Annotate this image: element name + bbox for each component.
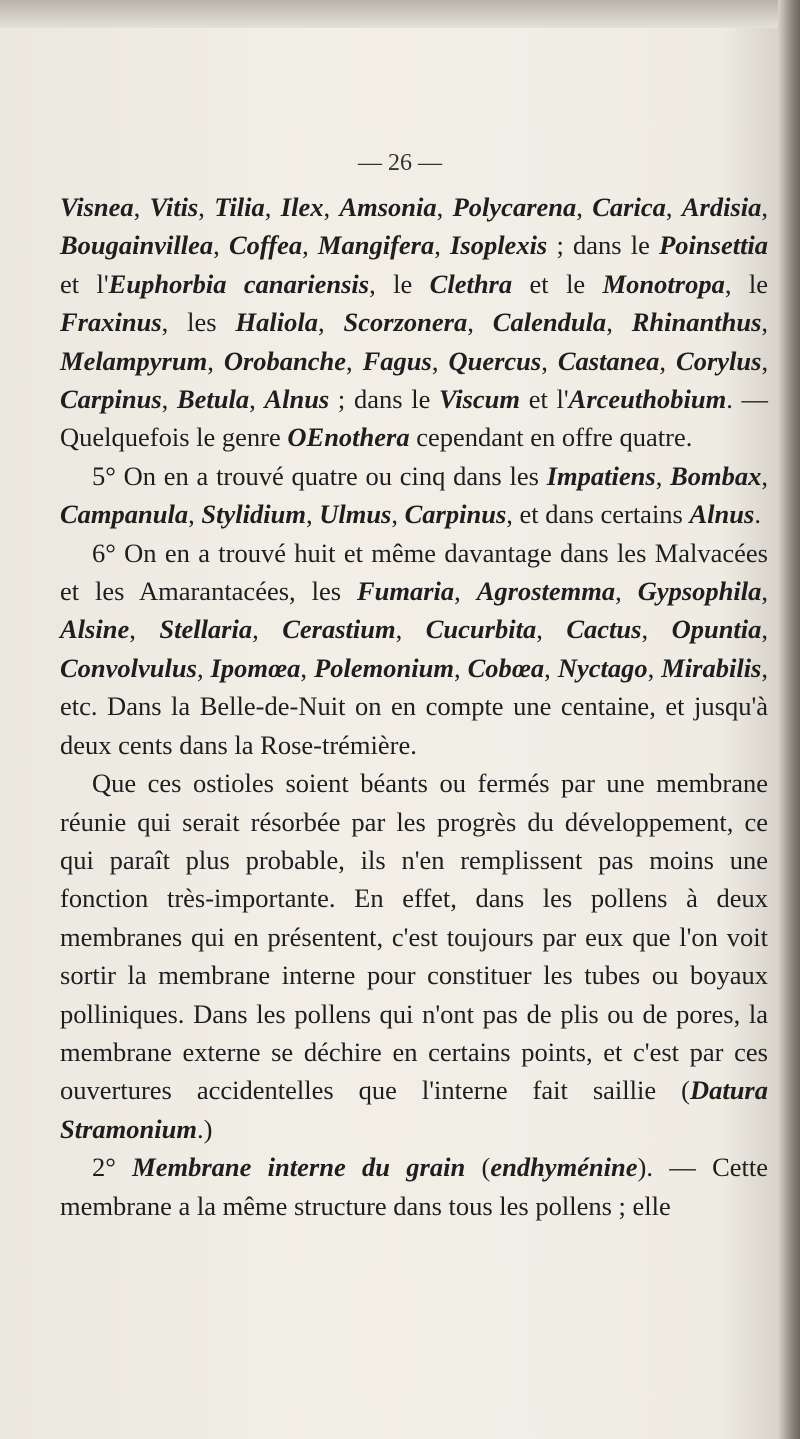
text-run: , bbox=[161, 384, 177, 415]
text-run: , bbox=[252, 614, 283, 645]
taxon-name: Polemonium bbox=[314, 652, 454, 683]
text-run: 2° bbox=[92, 1152, 133, 1183]
taxon-name: Fraxinus bbox=[60, 307, 162, 338]
taxon-name: Vitis bbox=[149, 192, 199, 222]
taxon-name: Mirabilis bbox=[661, 652, 762, 683]
text-run: 5° On en a trouvé quatre ou cinq dans les bbox=[92, 460, 547, 491]
text-run: , bbox=[346, 345, 363, 376]
taxon-name: Amsonia bbox=[339, 192, 437, 222]
text-run: , bbox=[129, 614, 160, 645]
taxon-name: Ipomœa bbox=[210, 652, 301, 683]
text-run: , bbox=[133, 192, 150, 222]
text-run: , bbox=[318, 307, 344, 338]
taxon-name: Monotropa bbox=[602, 268, 725, 299]
taxon-name: Fagus bbox=[362, 345, 432, 376]
text-run: ; dans le bbox=[547, 230, 660, 261]
taxon-name: Membrane interne du grain bbox=[132, 1152, 466, 1183]
text-run: , bbox=[606, 307, 632, 338]
taxon-name: Carica bbox=[592, 192, 666, 222]
text-run: ). — Cette membrane a la même structure dans tous les pollens ; elle bbox=[60, 1152, 768, 1221]
taxon-name: Visnea bbox=[60, 192, 134, 222]
text-run: ( bbox=[465, 1152, 491, 1183]
taxon-name: Bombax bbox=[670, 460, 762, 491]
taxon-name: Ilex bbox=[280, 192, 324, 222]
taxon-name: Viscum bbox=[439, 384, 521, 415]
text-run: , etc. Dans la Belle-de-Nuit on en compte une centaine, et jusqu'à deux cents dans la Rose-trémière. bbox=[60, 652, 768, 760]
text-run: , les bbox=[161, 307, 236, 338]
taxon-name: Bougainvillea bbox=[60, 230, 214, 261]
taxon-name: Cucurbita bbox=[425, 614, 537, 645]
taxon-name: Orobanche bbox=[223, 345, 347, 376]
text-run: cependant en offre quatre. bbox=[409, 422, 693, 453]
text-run: , bbox=[761, 576, 769, 607]
text-run: , bbox=[655, 460, 671, 491]
paragraph bbox=[60, 457, 768, 534]
taxon-name: Calendula bbox=[492, 307, 607, 338]
text-run: et l' bbox=[60, 268, 109, 299]
text-run: , bbox=[188, 499, 202, 530]
text-run: , bbox=[454, 576, 477, 607]
text-run: , bbox=[544, 652, 558, 683]
text-run: , bbox=[434, 230, 451, 261]
taxon-name: Alnus bbox=[264, 384, 330, 415]
text-run: . bbox=[754, 499, 761, 530]
text-run: et le bbox=[512, 268, 603, 299]
taxon-name: Ulmus bbox=[319, 499, 392, 530]
text-run: , bbox=[647, 652, 662, 683]
taxon-name: Rhinanthus bbox=[631, 307, 762, 338]
text-run: Que ces ostioles soient béants ou fermés par une membrane réunie qui serait résorbée par les progrès du développement, ce qui paraît plus probable, ils n'en remplissent pas moins une fonction très-importante. En effet, dans les pollens à deux membranes qui en présentent, c'est toujours par eux que l'on voit sortir la membrane interne pour constituer les tubes ou boyaux polliniques. Dans les pollens qui n'ont pas de plis ou de pores, la membrane externe se déchire en certains points, et c'est par ces ouvertures accidentelles que l'interne fait saillie ( bbox=[60, 768, 768, 1106]
text-run: , bbox=[615, 576, 638, 607]
text-run: 6° On en a trouvé huit et même davantage dans les Malvacées et les Amarantacées, les bbox=[60, 537, 768, 607]
taxon-name: Euphorbia canariensis bbox=[108, 268, 370, 299]
text-run: , bbox=[264, 192, 281, 222]
taxon-name: Cerastium bbox=[282, 614, 396, 645]
taxon-name: Corylus bbox=[676, 345, 762, 376]
text-run: , bbox=[659, 345, 677, 376]
text-run: , bbox=[541, 345, 558, 376]
text-run: , bbox=[641, 614, 672, 645]
text-run: , bbox=[665, 192, 682, 222]
text-run: , bbox=[198, 192, 215, 222]
taxon-name: Convolvulus bbox=[60, 652, 197, 683]
text-run: , bbox=[391, 499, 405, 530]
taxon-name: Nyctago bbox=[557, 652, 648, 683]
text-run: , bbox=[196, 652, 211, 683]
taxon-name: Haliola bbox=[235, 307, 318, 338]
text-run: , le bbox=[724, 268, 769, 299]
paragraph bbox=[60, 534, 768, 764]
taxon-name: Betula bbox=[176, 384, 250, 415]
text-run: , bbox=[761, 345, 769, 376]
taxon-name: Carpinus bbox=[60, 384, 162, 415]
text-run: , bbox=[761, 192, 769, 222]
text-run: , bbox=[213, 230, 229, 261]
taxon-name: Alsine bbox=[60, 614, 130, 645]
paragraph bbox=[60, 1148, 768, 1225]
taxon-name: Coffea bbox=[228, 230, 303, 261]
taxon-name: Polycarena bbox=[452, 192, 577, 222]
text-run: , bbox=[761, 460, 768, 491]
taxon-name: Cactus bbox=[566, 614, 642, 645]
text-run: ; dans le bbox=[329, 384, 440, 415]
body-text bbox=[60, 188, 768, 1225]
taxon-name: Agrostemma bbox=[476, 576, 616, 607]
taxon-name: Gypsophila bbox=[637, 576, 762, 607]
taxon-name: Tilia bbox=[214, 192, 265, 222]
taxon-name: Campanula bbox=[60, 499, 189, 530]
text-run: et l' bbox=[520, 384, 569, 415]
text-run: , bbox=[576, 192, 593, 222]
text-run: , le bbox=[369, 268, 430, 299]
taxon-name: Ardisia bbox=[681, 192, 762, 222]
taxon-name: Melampyrum bbox=[60, 345, 208, 376]
text-run: , bbox=[436, 192, 453, 222]
text-run: , bbox=[395, 614, 426, 645]
text-run: , bbox=[431, 345, 449, 376]
taxon-name: Stellaria bbox=[159, 614, 253, 645]
text-run: , et dans certains bbox=[506, 499, 690, 530]
text-run: , bbox=[300, 652, 315, 683]
text-run: , bbox=[453, 652, 468, 683]
taxon-name: Impatiens bbox=[546, 460, 656, 491]
taxon-name: Cobœa bbox=[467, 652, 545, 683]
paragraph bbox=[60, 188, 768, 457]
taxon-name: Carpinus bbox=[404, 499, 507, 530]
taxon-name: Stylidium bbox=[201, 499, 306, 530]
text-run: , bbox=[761, 307, 769, 338]
text-run: , bbox=[207, 345, 224, 376]
text-run: , bbox=[249, 384, 265, 415]
page-number: — 26 — bbox=[358, 150, 442, 176]
text-run: , bbox=[467, 307, 493, 338]
text-run: , bbox=[305, 499, 320, 530]
paragraph bbox=[60, 764, 768, 1148]
taxon-name: Datura Stramonium bbox=[60, 1075, 768, 1144]
taxon-name: Castanea bbox=[557, 345, 660, 376]
text-run: .) bbox=[196, 1113, 213, 1144]
taxon-name: Scorzonera bbox=[343, 307, 468, 338]
taxon-name: endhyménine bbox=[490, 1152, 638, 1183]
scan-right-edge bbox=[778, 0, 800, 1439]
text-run: , bbox=[761, 614, 769, 645]
taxon-name: OEnothera bbox=[287, 422, 410, 453]
text-run: , bbox=[302, 230, 318, 261]
text-run: . — Quelquefois le genre bbox=[60, 384, 769, 453]
taxon-name: Clethra bbox=[429, 268, 513, 299]
taxon-name: Fumaria bbox=[356, 576, 455, 607]
taxon-name: Isoplexis bbox=[450, 230, 548, 261]
taxon-name: Poinsettia bbox=[659, 230, 769, 261]
text-run: , bbox=[536, 614, 567, 645]
text-run: , bbox=[323, 192, 340, 222]
taxon-name: Arceuthobium bbox=[568, 384, 727, 415]
taxon-name: Quercus bbox=[448, 345, 542, 376]
taxon-name: Alnus bbox=[689, 499, 755, 530]
taxon-name: Opuntia bbox=[671, 614, 762, 645]
scan-top-shadow bbox=[0, 0, 800, 28]
taxon-name: Mangifera bbox=[317, 230, 435, 261]
